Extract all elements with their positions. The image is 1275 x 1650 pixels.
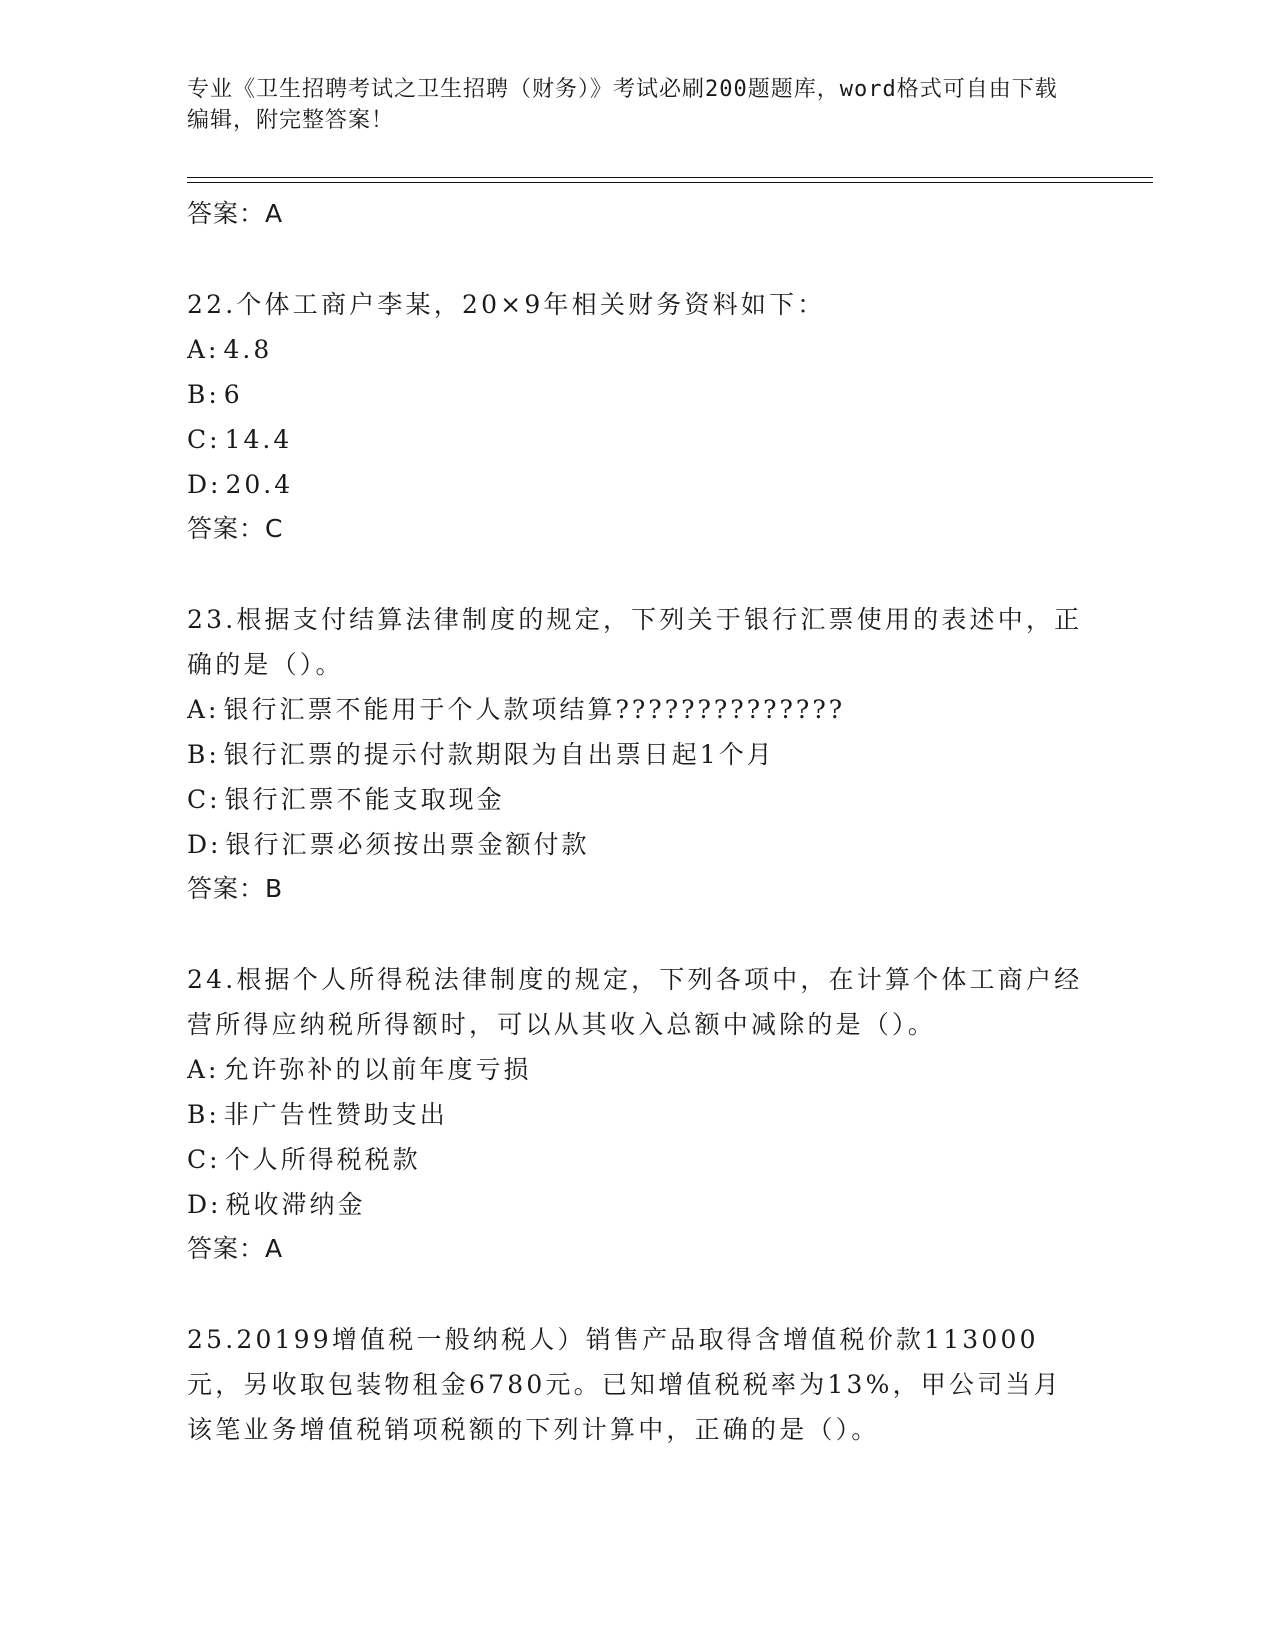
question-stem: 24.根据个人所得税法律制度的规定，下列各项中，在计算个体工商户经营所得应纳税所得额时，可以从其收入总额中减除的是（）。 [187, 965, 1083, 1039]
option-text: 4.8 [223, 335, 273, 364]
option-c [187, 1137, 1087, 1182]
option-text: 银行汇票不能用于个人款项结算?????????????? [223, 695, 846, 724]
option-text: 非广告性赞助支出 [223, 1100, 448, 1129]
answer-value: B [265, 874, 284, 903]
answer-label: 答案： [187, 514, 266, 543]
question-stem: 25.20199增值税一般纳税人）销售产品取得含增值税价款113000元，另收取包装物租金6780元。已知增值税税率为13%，甲公司当月该笔业务增值税销项税额的下列计算中，正确的是（）。 [187, 1325, 1062, 1444]
option-d [187, 1182, 1087, 1227]
option-letter: A: [187, 335, 220, 364]
option-letter: D: [187, 830, 222, 859]
spacer [187, 1271, 1087, 1317]
option-letter: B: [187, 1100, 220, 1129]
option-letter: B: [187, 740, 220, 769]
question-stem: 22.个体工商户李某，20×9年相关财务资料如下： [187, 290, 826, 319]
option-text: 6 [223, 380, 243, 409]
answer-value: C [265, 514, 284, 543]
question-stem: 23.根据支付结算法律制度的规定，下列关于银行汇票使用的表述中，正确的是（）。 [187, 605, 1083, 679]
answer-label: 答案： [187, 1234, 266, 1263]
option-c [187, 777, 1087, 822]
option-letter: A: [187, 695, 220, 724]
answer-value: A [265, 199, 284, 228]
answer-label: 答案： [187, 874, 266, 903]
option-text: 允许弥补的以前年度亏损 [223, 1055, 532, 1084]
answer-line [187, 1227, 1087, 1271]
option-text: 税收滞纳金 [225, 1190, 366, 1219]
option-text: 20.4 [225, 470, 294, 499]
option-text: 个人所得税税款 [224, 1145, 421, 1174]
option-b [187, 732, 1087, 777]
option-a [187, 327, 1087, 372]
header-rule-top [187, 177, 1153, 178]
answer-label: 答案： [187, 199, 266, 228]
option-d [187, 462, 1087, 507]
option-b [187, 372, 1087, 417]
option-a [187, 687, 1087, 732]
option-letter: C: [187, 785, 221, 814]
answer-line [187, 507, 1087, 551]
option-letter: A: [187, 1055, 220, 1084]
option-letter: B: [187, 380, 220, 409]
spacer [187, 911, 1087, 957]
option-a [187, 1047, 1087, 1092]
option-d [187, 822, 1087, 867]
option-letter: D: [187, 1190, 222, 1219]
page-header: 专业《卫生招聘考试之卫生招聘（财务）》考试必刷200题题库，word格式可自由下载编辑，附完整答案！ [187, 77, 1058, 133]
spacer [187, 236, 1087, 282]
answer-value: A [265, 1234, 284, 1263]
option-c [187, 417, 1087, 462]
option-text: 银行汇票必须按出票金额付款 [225, 830, 590, 859]
option-text: 银行汇票不能支取现金 [224, 785, 505, 814]
header-rule-bottom [187, 182, 1153, 183]
option-letter: C: [187, 1145, 221, 1174]
option-letter: C: [187, 425, 221, 454]
spacer [187, 551, 1087, 597]
question-list [187, 192, 1087, 1452]
option-text: 14.4 [224, 425, 293, 454]
option-text: 银行汇票的提示付款期限为自出票日起1个月 [223, 740, 775, 769]
answer-line [187, 867, 1087, 911]
option-b [187, 1092, 1087, 1137]
answer-line [187, 192, 1087, 236]
option-letter: D: [187, 470, 222, 499]
